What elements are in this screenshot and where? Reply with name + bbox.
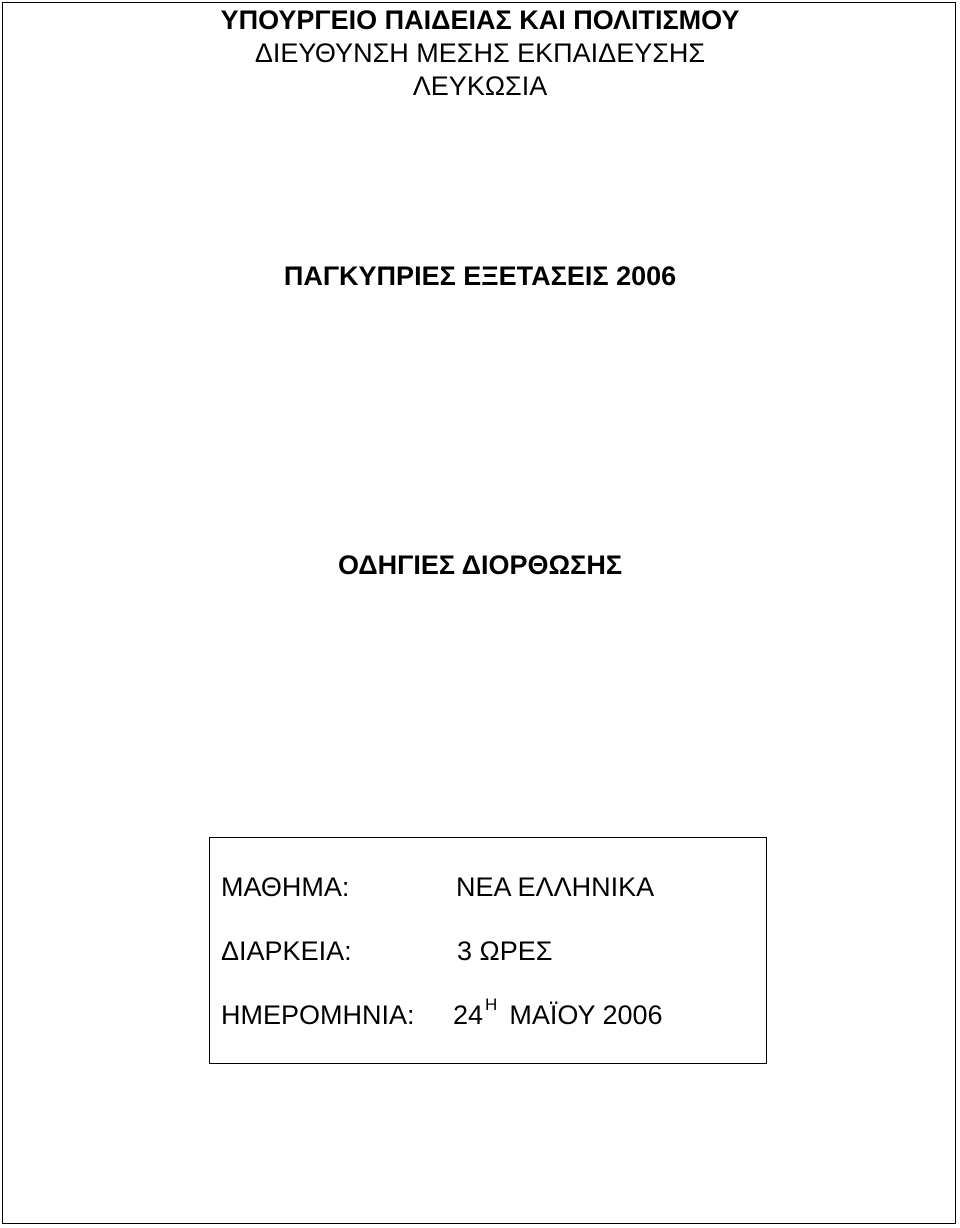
date-value [453,995,663,1035]
date-day-suffix: Η [485,995,498,1014]
date-label: ΗΜΕΡΟΜΗΝΙΑ: [221,1000,415,1030]
exam-title: ΠΑΓΚΥΠΡΙΕΣ ΕΞΕΤΑΣΕΙΣ 2006 [283,261,677,291]
city-name: ΛΕΥΚΩΣΙΑ [412,71,548,101]
duration-label: ΔΙΑΡΚΕΙΑ: [221,936,352,966]
duration-value: 3 ΩΡΕΣ [457,936,553,966]
subject-label: ΜΑΘΗΜΑ: [221,872,350,902]
exam-info-box [209,837,767,1064]
document-header [0,4,960,103]
document-title: ΟΔΗΓΙΕΣ ΔΙΟΡΘΩΣΗΣ [337,550,623,580]
directorate-name: ΔΙΕΥΘΥΝΣΗ ΜΕΣΗΣ ΕΚΠΑΙΔΕΥΣΗΣ [254,38,706,68]
date-month-year: ΜΑΪΟΥ 2006 [509,1000,663,1030]
subject-value: ΝΕΑ ΕΛΛΗΝΙΚΑ [456,872,655,902]
date-day: 24 [453,1000,484,1030]
ministry-name: ΥΠΟΥΡΓΕΙΟ ΠΑΙΔΕΙΑΣ ΚΑΙ ΠΟΛΙΤΙΣΜΟΥ [220,5,740,35]
